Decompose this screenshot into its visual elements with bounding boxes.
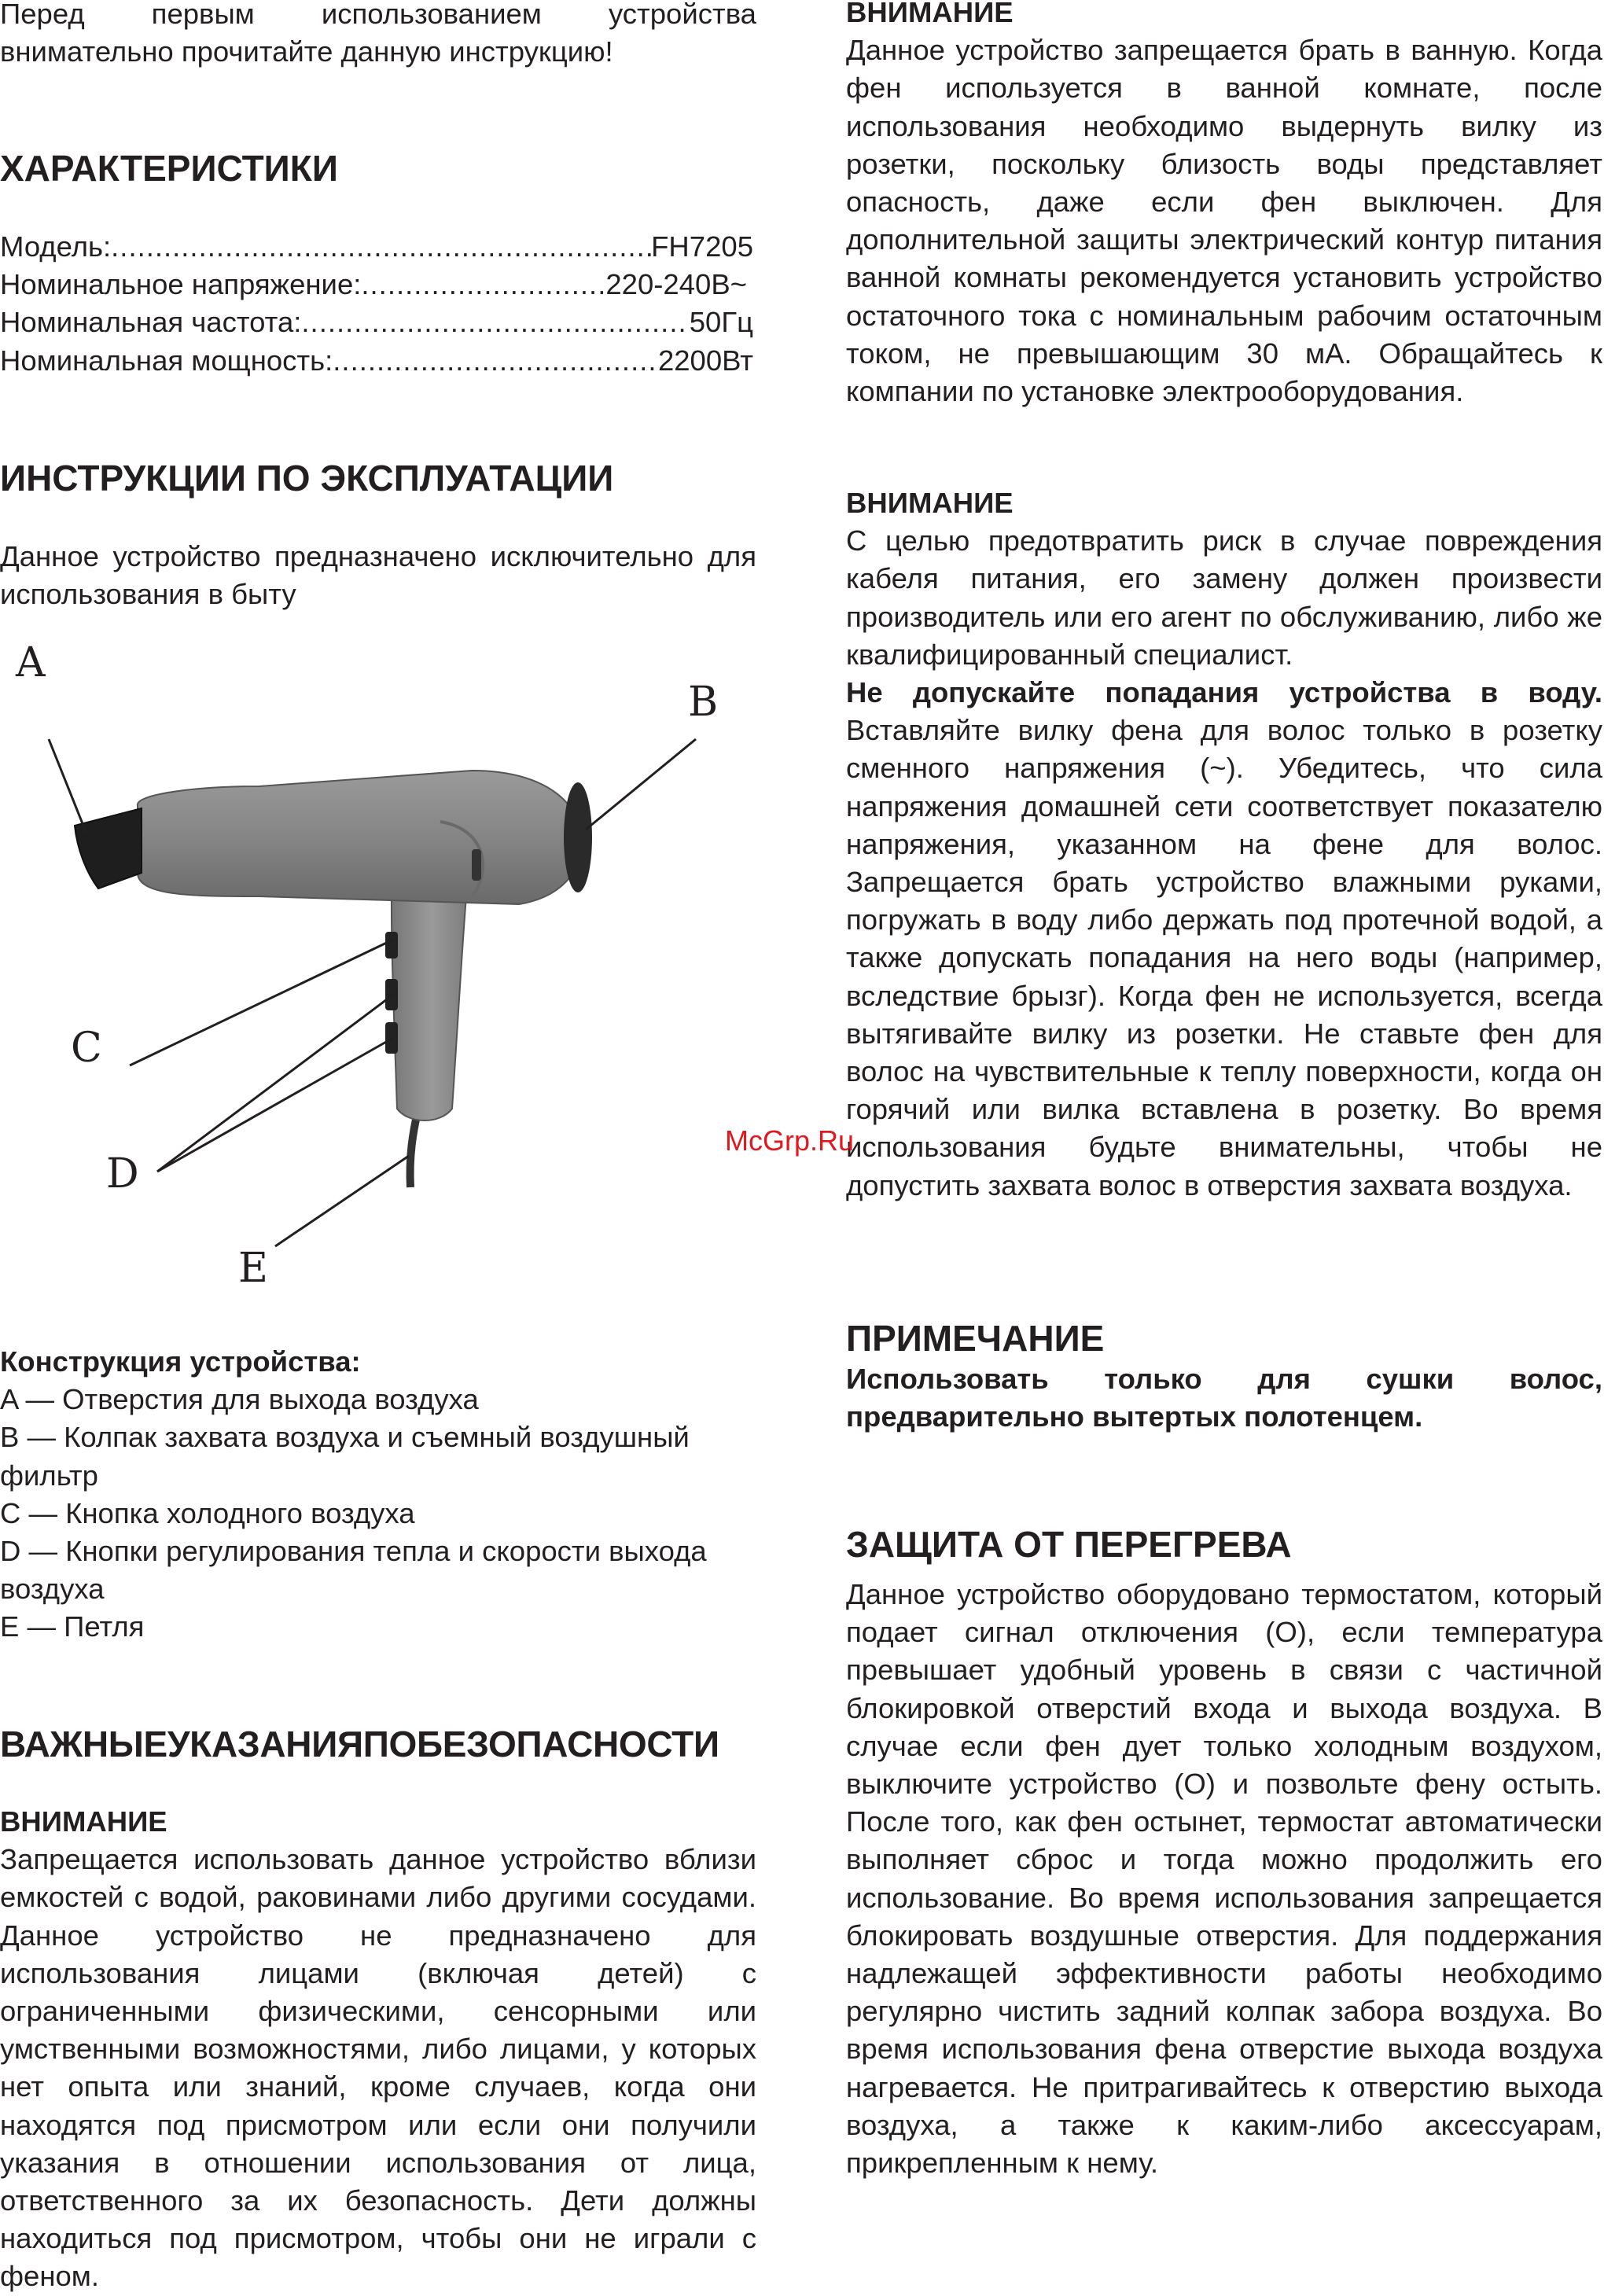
diagram-label-d: D	[106, 1150, 139, 1198]
warning-2-title: ВНИМАНИЕ	[846, 0, 1014, 28]
diagram-label-a: A	[16, 639, 46, 686]
spec-row-power: Номинальная мощность: ..... 2200Вт	[0, 342, 753, 380]
spec-row-voltage: Номинальное напряжение: ..... 220-240В~	[0, 266, 753, 304]
warning-3-bold: Не допускайте попадания устройства в воду.	[846, 676, 1602, 709]
leader-line-b	[586, 739, 696, 830]
construction-item-b: B — Колпак захвата воздуха и съемный воздушный фильтр	[0, 1421, 690, 1492]
warning-3-rest: Вставляйте вилку фена для волос только в розетку сменного напряжения (~). Убедитесь, что сила напряжения домашней сети соответствует показателю напряжения, указанном на фене для волос. Запрещается брать устройство влажными руками, погружать в воду либо держать под протечной водой, а также допускать попадания на него воды (например, вследствие брызг). Когда фен не используется, всегда вытягивайте вилку из розетки. Не ставьте фен для волос на чувствительные к теплу поверхности, когда он горячий или вилка вставлена в розетку. Во время использования будьте внимательны, чтобы не допустить захвата волос в отверстия захвата воздуха.	[846, 714, 1602, 1201]
side-slider	[472, 849, 481, 881]
hair-dryer-diagram	[0, 637, 756, 1305]
leader-line-a	[49, 739, 86, 833]
specs-heading: ХАРАКТЕРИСТИКИ	[0, 148, 338, 189]
construction-item-c: C — Кнопка холодного воздуха	[0, 1496, 415, 1529]
spec-row-frequency: Номинальная частота: ..... 50Гц	[0, 304, 753, 341]
warning-2	[846, 0, 1602, 410]
construction-item-e: E — Петля	[0, 1610, 145, 1643]
instructions-text: Данное устройство предназначено исключительно для использования в быту	[0, 540, 756, 611]
specs-list	[0, 228, 753, 380]
overheat-text: Данное устройство оборудовано термостатом, который подает сигнал отключения (О), если температура превышает удобный уровень в связи с частичной блокировкой отверстий входа и выхода воздуха. В случае если фен дует только холодным воздухом, выключите устройство (О) и позвольте фену остыть. После того, как фен остынет, термостат автоматически выполняет сброс и тогда можно продолжить его использование. Во время использования запрещается блокировать воздушные отверстия. Для поддержания надлежащей эффективности работы необходимо регулярно чистить задний колпак забора воздуха. Во время использования фена отверстие выхода воздуха нагревается. Не притрагивайтесь к отверстию выхода воздуха, а также к каким-либо аксессуарам, прикрепленным к нему.	[846, 1578, 1602, 2180]
leader-line-e	[275, 1156, 409, 1246]
diagram-label-c: C	[71, 1025, 102, 1072]
safety-warning-1	[0, 1803, 756, 2296]
note-text: Использовать только для сушки волос, предварительно вытертых полотенцем.	[846, 1363, 1602, 1433]
warning-3-title: ВНИМАНИЕ	[846, 487, 1014, 519]
overheat-heading: ЗАЩИТА ОТ ПЕРЕГРЕВА	[846, 1524, 1292, 1565]
air-outlet-nozzle	[75, 808, 142, 889]
leader-line-d1	[157, 995, 393, 1172]
warning-3	[846, 484, 1602, 1205]
safety-warning-1-text: Запрещается использовать данное устройство вблизи емкостей с водой, раковинами либо другими сосудами. Данное устройство не предназначено для использования лицами (включая детей) с ограниченными физическими, сенсорными или умственными возможностями, либо лицами, у которых нет опыта или знаний, кроме случаев, когда они находятся под присмотром или если они получили указания в отношении использования от лица, ответственного за их безопасность. Дети должны находиться под присмотром, чтобы они не играли с феном.	[0, 1843, 756, 2293]
note-heading: ПРИМЕЧАНИЕ	[846, 1318, 1105, 1359]
diagram-label-b: B	[688, 679, 719, 726]
warning-3-paragraph	[846, 674, 1602, 1205]
safety-warning-1-title: ВНИМАНИЕ	[0, 1805, 167, 1838]
warning-3-text: С целью предотвратить риск в случае повреждения кабеля питания, его замену должен произвести производитель или его агент по обслуживанию, либо же квалифицированный специалист.	[846, 524, 1602, 671]
warning-2-text: Данное устройство запрещается брать в ванную. Когда фен используется в ванной комнате, после использования необходимо выдернуть вилку из розетки, поскольку близость воды представляет опасность, даже если фен выключен. Для дополнительной защиты электрический контур питания ванной комнаты рекомендуется установить устройство остаточного тока с номинальным рабочим остаточным током, не превышающим 30 мА. Обращайтесь к компании по установке электрооборудования.	[846, 34, 1602, 408]
spec-row-model: Модель: ..... FH7205	[0, 228, 753, 266]
construction-item-a: A — Отверстия для выхода воздуха	[0, 1383, 479, 1416]
leader-line-d2	[157, 1038, 393, 1172]
diagram-label-e: E	[238, 1245, 268, 1292]
rear-air-cap	[564, 782, 592, 892]
construction-title: Конструкция устройства:	[0, 1345, 361, 1378]
intro-text: Перед первым использованием устройства внимательно прочитайте данную инструкцию!	[0, 0, 756, 68]
construction-list	[0, 1343, 756, 1647]
dryer-body	[138, 771, 583, 904]
leader-line-c	[130, 940, 393, 1065]
watermark: McGrp.Ru	[725, 1124, 855, 1157]
instructions-heading: ИНСТРУКЦИИ ПО ЭКСПЛУАТАЦИИ	[0, 458, 614, 499]
construction-item-d: D — Кнопки регулирования тепла и скорости выхода воздуха	[0, 1535, 707, 1606]
cool-shot-button	[385, 932, 398, 959]
safety-heading: ВАЖНЫЕУКАЗАНИЯПОБЕЗОПАСНОСТИ	[0, 1724, 719, 1764]
